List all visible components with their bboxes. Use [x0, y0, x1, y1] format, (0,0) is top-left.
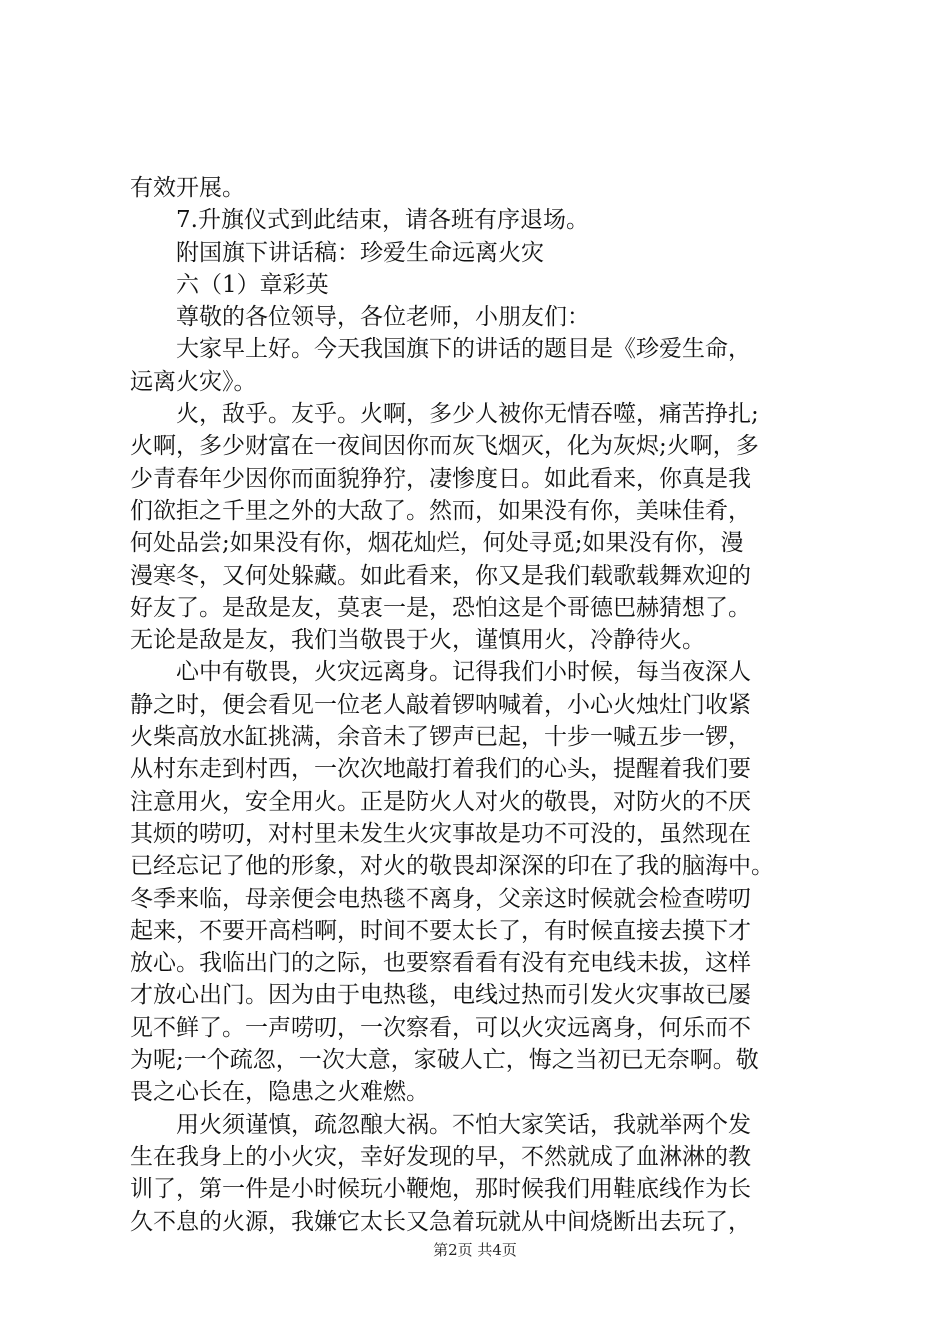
text-line: 火啊，多少财富在一夜间因你而灰飞烟灭，化为灰烬;火啊，多 [130, 433, 759, 460]
text-line: 久不息的火源，我嫌它太长又急着玩就从中间烧断出去玩了， [130, 1208, 751, 1235]
text-line: 少青春年少因你而面貌狰狞，凄惨度日。如此看来，你真是我 [130, 465, 751, 492]
text-line: 用火须谨慎，疏忽酿大祸。不怕大家笑话，我就举两个发 [130, 1111, 751, 1138]
text-line: 火柴高放水缸挑满，余音未了锣声已起，十步一喊五步一锣， [130, 724, 751, 751]
text-line: 六（1）章彩英 [130, 271, 329, 298]
text-line: 畏之心长在，隐患之火难燃。 [130, 1079, 429, 1106]
text-line: 尊敬的各位领导，各位老师，小朋友们： [130, 304, 590, 331]
text-line: 漫寒冬，又何处躲藏。如此看来，你又是我们载歌载舞欢迎的 [130, 562, 751, 589]
text-line: 起来，不要开高档啊，时间不要太长了，有时候直接去摸下才 [130, 917, 751, 944]
text-line: 远离火灾》。 [130, 368, 257, 395]
text-line: 才放心出门。因为由于电热毯，电线过热而引发火灾事故已屡 [130, 982, 751, 1009]
text-line: 7.升旗仪式到此结束，请各班有序退场。 [130, 207, 589, 234]
text-line: 好友了。是敌是友，莫衷一是，恐怕这是个哥德巴赫猜想了。 [130, 594, 751, 621]
text-line: 何处品尝;如果没有你，烟花灿烂，何处寻觅;如果没有你，漫 [130, 530, 744, 557]
text-line: 火，敌乎。友乎。火啊，多少人被你无情吞噬，痛苦挣扎; [130, 401, 759, 428]
text-line: 静之时，便会看见一位老人敲着锣呐喊着，小心火烛灶门收紧 [130, 691, 751, 718]
text-line: 注意用火，安全用火。正是防火人对火的敬畏，对防火的不厌 [130, 788, 751, 815]
document-body [130, 172, 840, 1238]
text-line: 生在我身上的小火灾，幸好发现的早，不然就成了血淋淋的教 [130, 1143, 751, 1170]
text-line: 其烦的唠叨，对村里未发生火灾事故是功不可没的，虽然现在 [130, 820, 751, 847]
text-line: 见不鲜了。一声唠叨，一次察看，可以火灾远离身，何乐而不 [130, 1014, 751, 1041]
text-line: 心中有敬畏，火灾远离身。记得我们小时候，每当夜深人 [130, 659, 751, 686]
text-line: 从村东走到村西，一次次地敲打着我们的心头，提醒着我们要 [130, 756, 751, 783]
text-line: 放心。我临出门的之际，也要察看看有没有充电线未拔，这样 [130, 950, 751, 977]
text-line: 无论是敌是友，我们当敬畏于火，谨慎用火，冷静待火。 [130, 627, 705, 654]
text-line: 训了，第一件是小时候玩小鞭炮，那时候我们用鞋底线作为长 [130, 1176, 751, 1203]
text-line: 已经忘记了他的形象，对火的敬畏却深深的印在了我的脑海中。 [130, 853, 774, 880]
text-line: 大家早上好。今天我国旗下的讲话的题目是《珍爱生命， [130, 336, 751, 363]
text-line: 附国旗下讲话稿：珍爱生命远离火灾 [130, 239, 544, 266]
text-line: 们欲拒之千里之外的大敌了。然而，如果没有你，美味佳肴， [130, 497, 751, 524]
text-line: 冬季来临，母亲便会电热毯不离身，父亲这时候就会检查唠叨 [130, 885, 751, 912]
page-number: 第2页 共4页 [433, 1241, 517, 1259]
text-line: 有效开展。 [130, 175, 245, 201]
text-line: 为呢;一个疏忽，一次大意，家破人亡，悔之当初已无奈啊。敬 [130, 1047, 759, 1074]
